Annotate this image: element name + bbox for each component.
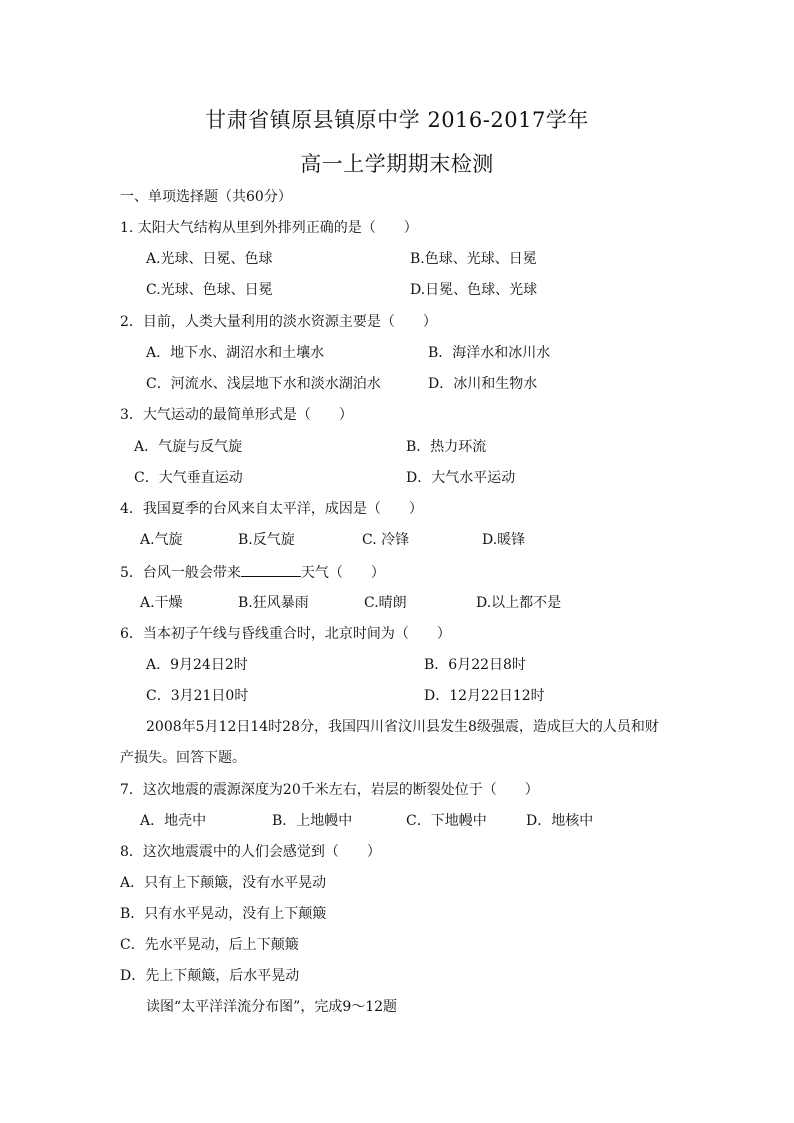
question-2-stem: 2．目前，人类大量利用的淡水资源主要是（ ） [120,314,437,330]
question-1-option-c: C.光球、色球、日冕 [146,282,273,298]
question-7-option-d: D．地核中 [526,813,594,829]
question-5-stem [120,562,385,582]
question-7-option-c: C．下地幔中 [406,813,487,829]
question-5-stem-after: 天气（ ） [300,565,385,581]
question-6-option-c: C．3月21日0时 [146,688,249,704]
section-heading: 一、单项选择题（共60分） [120,189,292,205]
passage-line-1: 2008年5月12日14时28分，我国四川省汶川县发生8级强震，造成巨大的人员和财 [146,719,659,735]
question-3-option-b: B．热力环流 [406,439,487,455]
exam-title-line1: 甘肃省镇原县镇原中学 2016-2017学年 [205,108,589,132]
question-5-option-d: D.以上都不是 [476,595,562,611]
question-5-option-b: B.狂风暴雨 [238,595,309,611]
question-1-stem: 1. 太阳大气结构从里到外排列正确的是（ ） [120,220,418,236]
question-8-stem: 8．这次地震震中的人们会感觉到（ ） [120,844,381,860]
answer-blank [241,562,301,577]
question-7-stem: 7．这次地震的震源深度为20千米左右，岩层的断裂处位于（ ） [120,782,539,798]
question-8-option-b: B．只有水平晃动，没有上下颠簸 [120,906,327,922]
question-2-option-c: C．河流水、浅层地下水和淡水湖泊水 [146,376,381,392]
question-8-option-c: C．先水平晃动，后上下颠簸 [120,937,299,953]
question-7-option-b: B．上地幔中 [272,813,353,829]
question-7-option-a: A．地壳中 [140,813,207,829]
question-3-option-d: D．大气水平运动 [406,470,516,486]
question-6-option-a: A．9月24日2时 [146,657,248,673]
question-4-stem: 4．我国夏季的台风来自太平洋，成因是（ ） [120,501,423,517]
question-5-option-c: C.晴朗 [364,595,407,611]
question-4-option-a: A.气旋 [140,532,183,548]
question-4-option-d: D.暖锋 [482,532,526,548]
question-1-option-a: A.光球、日冕、色球 [146,251,273,267]
question-3-stem: 3．大气运动的最简单形式是（ ） [120,407,353,423]
question-8-option-a: A．只有上下颠簸，没有水平晃动 [120,875,327,891]
question-2-option-b: B．海洋水和冰川水 [428,345,551,361]
question-5-option-a: A.干燥 [140,595,183,611]
question-3-option-a: A．气旋与反气旋 [134,439,243,455]
question-2-option-d: D．冰川和生物水 [428,376,538,392]
question-3-option-c: C．大气垂直运动 [134,470,243,486]
exam-title-line2: 高一上学期期末检测 [300,152,494,176]
map-reading-instruction: 读图“太平洋洋流分布图”，完成9～12题 [146,999,398,1015]
question-4-option-c: C. 冷锋 [362,532,410,548]
question-8-option-d: D．先上下颠簸，后水平晃动 [120,968,300,984]
question-6-option-d: D．12月22日12时 [424,688,545,704]
question-5-stem-before: 5．台风一般会带来 [120,565,241,581]
question-2-option-a: A．地下水、湖沼水和土壤水 [146,345,325,361]
passage-line-2: 产损失。回答下题。 [120,750,246,766]
question-1-option-d: D.日冕、色球、光球 [410,282,538,298]
question-1-option-b: B.色球、光球、日冕 [410,251,537,267]
question-6-stem: 6．当本初子午线与昏线重合时，北京时间为（ ） [120,626,451,642]
question-4-option-b: B.反气旋 [238,532,295,548]
question-6-option-b: B．6月22日8时 [424,657,526,673]
